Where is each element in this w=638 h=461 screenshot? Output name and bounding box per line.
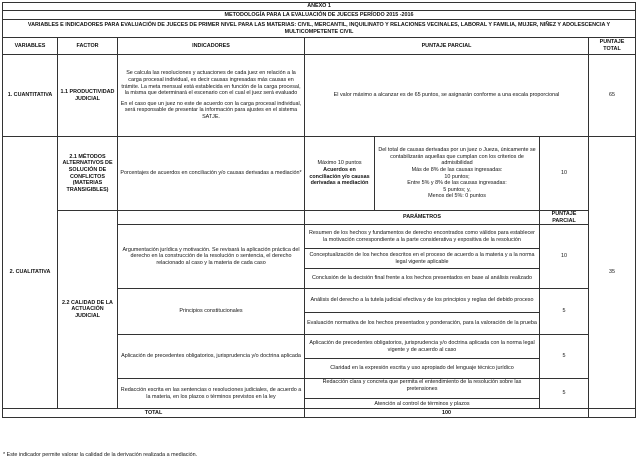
total-blank — [589, 408, 636, 417]
param-argumentacion-3: Conclusión de la decisión final frente a los hechos presentados en base al análisis realizado — [305, 269, 540, 289]
puntaje-parcial-header: PUNTAJE PARCIAL — [540, 211, 589, 225]
variable-cualitativa: 2. CUALITATIVA — [3, 137, 58, 409]
indicator-productividad-p1: Se calcula las resoluciones y actuaciones de cada juez en relación a la carga procesal individual, es decir causas ingresadas más causas en trámite. La meta mensual está establecida en función de la carga procesal, la misma que determinará el escenario con el cual el juez será evaluado — [121, 70, 301, 97]
document-title: METODOLOGÍA PARA LA EVALUACIÓN DE JUECES PERÍODO 2015 -2016 — [3, 11, 636, 20]
indicator-productividad-p2: En el caso que un juez no este de acuerdo con la carga procesal individual, será responsable de presentar la información para ajustes en el sistema SATJE. — [120, 100, 302, 120]
param-principios-2: Evaluación normativa de los hechos presentados y ponderación, para la valoración de la prueba — [305, 313, 540, 335]
param-principios-1: Análisis del derecho a la tutela judicial efectiva y de los principios y reglas del debido proceso — [305, 289, 540, 313]
max-points-conciliacion — [305, 137, 375, 211]
param-argumentacion-1: Resumen de los hechos y fundamentos de derecho encontrados como válidos para establecer la motivación correspondiente a la parte considerativa y expositiva de la resolución — [305, 225, 540, 249]
parametros-header: PARÁMETROS — [305, 211, 540, 225]
total-value: 100 — [305, 408, 589, 417]
blank-indicator-cell — [118, 211, 305, 225]
scale-conciliacion — [375, 137, 540, 211]
param-redaccion — [305, 379, 540, 409]
indicator-principios: Principios constitucionales — [118, 289, 305, 335]
max-points-description: Acuerdos en conciliación y/o causas derivadas a mediación — [309, 166, 370, 187]
parcial-productividad: El valor máximo a alcanzar es de 65 puntos, se asignarán conforme a una escala proporcional — [305, 55, 589, 137]
score-conciliacion: 10 — [540, 137, 589, 211]
total-cuantitativa: 65 — [589, 55, 636, 137]
col-factor: FACTOR — [58, 38, 118, 55]
indicator-argumentacion: Argumentación jurídica y motivación. Se revisará la aplicación práctica del derecho en la construcción de la resolución o sentencia, el derecho relacionado al caso y la materia de cada caso — [118, 225, 305, 289]
param-argumentacion-2: Conceptualización de los hechos descritos en el proceso de acuerdo a la materia y a la norma legal vigente aplicable — [305, 249, 540, 269]
scale-line-c: Entre 5% y 8% de las causas ingresadas: — [407, 180, 507, 187]
scale-line-b: 10 puntos; — [444, 173, 470, 180]
factor-metodos-alternativos: 2.1 MÉTODOS ALTERNATIVOS DE SOLUCIÓN DE CONFLICTOS (MATERIAS TRANSIGIBLES) — [58, 137, 118, 211]
param-redaccion-1: Redacción clara y concreta que permita el entendimiento de la resolución sobre las pretensiones — [322, 379, 522, 392]
score-redaccion: 5 — [540, 379, 589, 409]
score-principios: 5 — [540, 289, 589, 335]
indicator-conciliacion: Porcentajes de acuerdos en conciliación y/o causas derivadas a mediación* — [118, 137, 305, 211]
score-argumentacion: 10 — [540, 225, 589, 289]
col-variables: VARIABLES — [3, 38, 58, 55]
scale-intro: Del total de causas derivadas por un juez o Jueza, únicamente se contabilizarán aquellas que cumplan con los criterios de admisibilidad — [378, 147, 536, 167]
param-precedentes-2: Claridad en la expresión escrita y uso apropiado del lenguaje técnico jurídico — [305, 359, 540, 379]
max-points-label: Máximo 10 puntos — [317, 160, 362, 167]
indicator-productividad — [118, 55, 305, 137]
scale-line-d: 5 puntos; y, — [443, 186, 471, 193]
document-subtitle: VARIABLES E INDICADORES PARA EVALUACIÓN DE JUECES DE PRIMER NIVEL PARA LAS MATERIAS: CIVIL, MERCANTIL, INQUILINATO Y RELACIONES VECINALES, LABORAL Y FAMILIA, MUJER, NIÑEZ Y ADOLESCENCIA Y MULTICOMPETENTE CIVIL — [3, 20, 636, 38]
col-puntaje-total: PUNTAJE TOTAL — [589, 38, 636, 55]
col-puntaje-parcial: PUNTAJE PARCIAL — [305, 38, 589, 55]
footnote: * Este indicador permite valorar la calidad de la derivación realizada a mediación. — [3, 452, 198, 458]
col-indicadores: INDICADORES — [118, 38, 305, 55]
total-cualitativa: 35 — [589, 137, 636, 409]
indicator-redaccion: Redacción escrita en las sentencias o resoluciones judiciales, de acuerdo a la materia, en los plazos o términos previstos en la ley — [118, 379, 305, 409]
score-precedentes: 5 — [540, 335, 589, 379]
scale-line-e: Menos del 5%: 0 puntos — [428, 193, 486, 200]
indicator-precedentes: Aplicación de precedentes obligatorios, jurisprudencia y/o doctrina aplicada — [118, 335, 305, 379]
factor-calidad-actuacion: 2.2 CALIDAD DE LA ACTUACIÓN JUDICIAL — [58, 211, 118, 409]
annex-label: ANEXO 1 — [3, 3, 636, 11]
variable-cuantitativa: 1. CUANTITATIVA — [3, 55, 58, 137]
scale-line-a: Más de 8% de las causas ingresadas: — [411, 166, 503, 173]
total-label: TOTAL — [3, 408, 305, 417]
param-redaccion-2: Atención al control de términos y plazos — [374, 401, 470, 408]
evaluation-methodology-table — [2, 2, 636, 418]
factor-productividad: 1.1 PRODUCTIVIDAD JUDICIAL — [58, 55, 118, 137]
param-precedentes-1: Aplicación de precedentes obligatorios, jurisprudencia y/o doctrina aplicada con la norma legal vigente y de acuerdo al caso — [305, 335, 540, 359]
